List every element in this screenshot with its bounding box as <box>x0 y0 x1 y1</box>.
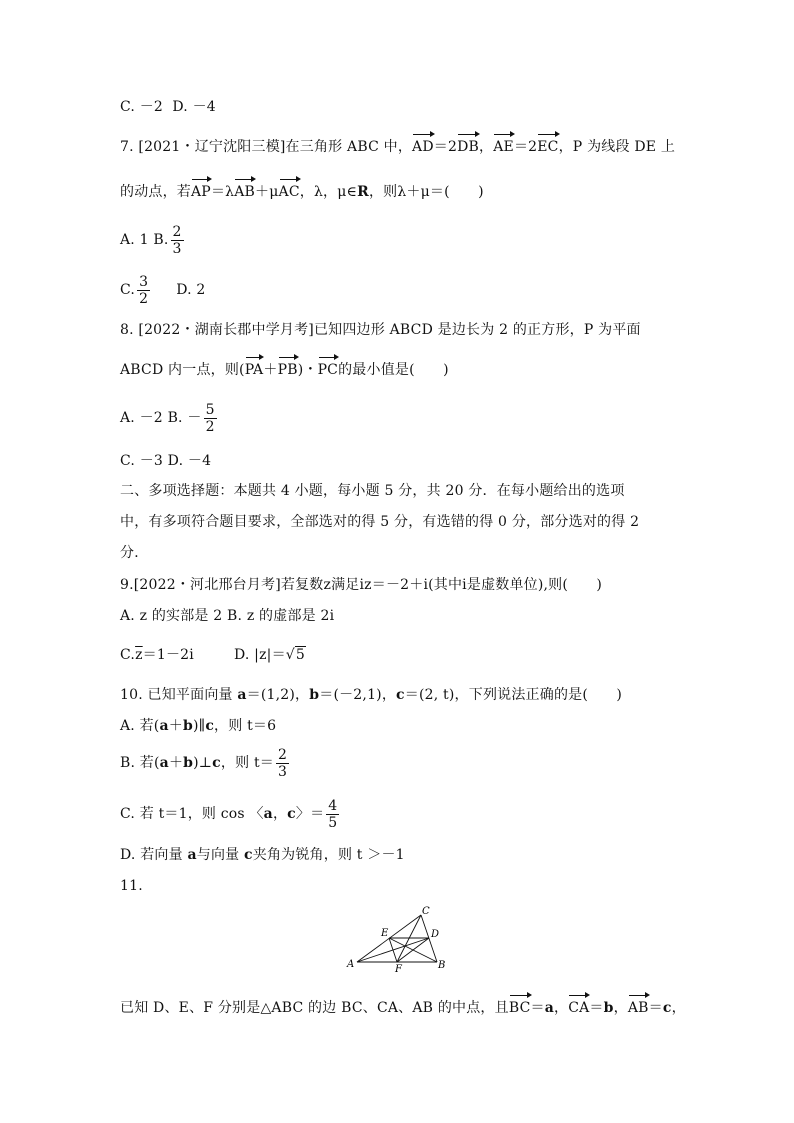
label-c: C <box>422 906 430 917</box>
label-d: D <box>431 929 440 940</box>
fraction-five-halves: $\frac{5}{2}$ <box>205 401 215 435</box>
median-cf <box>397 915 421 962</box>
q6-options <box>120 97 684 117</box>
label-e: E <box>381 928 389 939</box>
q9-options-ab: A. z 的实部是 2 B. z 的虚部是 2i <box>120 608 335 624</box>
vector-ap: AP <box>191 184 211 200</box>
q8-stem-line2: ABCD 内一点，则(PA＋PB)・PC的最小值是( ) <box>120 362 449 378</box>
q8-options-cd: C. －3 D. －4 <box>120 453 212 469</box>
q11-stem: 已知 D、E、F 分别是△ABC 的边 BC、CA、AB 的中点，且BC＝a，CA＝b，AB＝c， <box>120 1000 686 1016</box>
vector-db: DB <box>457 139 480 155</box>
label-a: A <box>347 959 355 970</box>
sqrt-five: √5 <box>285 647 306 663</box>
label-f: F <box>395 964 402 975</box>
q7-stem-line2: 的动点，若AP＝λAB＋μAC，λ，μ∈R，则λ＋μ＝( ) <box>120 184 484 200</box>
q9-options-cd: $C.\overline{z}=1-2i$ D. |z|＝√5 <box>120 647 306 663</box>
q7-options-ab: A. 1 B. $\frac{2}{3}$ <box>120 223 182 257</box>
vector-pc: PC <box>317 362 339 378</box>
q10-option-b: B. 若(a＋b)⊥c，则 t＝ $\frac{2}{3}$ <box>120 746 288 780</box>
q10-stem: 10. 已知平面向量 a＝(1,2)，b＝(－2,1)，c＝(2, t)，下列说法正确的是( ) <box>120 687 623 703</box>
q10-option-d: D. 若向量 a与向量 c夹角为锐角，则 t ＞－1 <box>120 847 405 863</box>
q7-options-cd: C. $\frac{3}{2}$ D. 2 <box>120 273 206 307</box>
vector-ca: CA <box>568 1000 590 1016</box>
q6-option-c: C. －2 <box>120 99 164 115</box>
fraction-four-fifths: $\frac{4}{5}$ <box>328 797 338 831</box>
segment-fd <box>397 938 429 962</box>
vector-bc: BC <box>508 1000 531 1016</box>
vector-pb: PB <box>277 362 298 378</box>
fraction-two-thirds: $\frac{2}{3}$ <box>172 223 182 257</box>
vector-ac: AC <box>278 184 300 200</box>
section2-line1: 二、多项选择题：本题共 4 小题，每小题 5 分，共 20 分．在每小题给出的选项 <box>120 483 625 499</box>
q11-number: 11. <box>120 878 143 894</box>
fraction-three-halves: $\frac{3}{2}$ <box>139 273 149 307</box>
q10-option-a: A. 若(a＋b)∥c，则 t＝6 <box>120 718 277 734</box>
vector-ae: AE <box>493 139 514 155</box>
q8-options-ab: A. －2 B. － $\frac{5}{2}$ <box>120 401 215 435</box>
vector-pa: PA <box>244 362 264 378</box>
vector-ab-q11: AB <box>627 1000 649 1016</box>
q6-option-d: D. －4 <box>172 99 216 115</box>
q9-stem: 9.[2022・河北邢台月考]若复数z满足iz＝－2＋i(其中i是虚数单位),则( ) <box>120 577 603 593</box>
vector-ad: AD <box>412 139 434 155</box>
q7-stem-line1: 7. [2021・辽宁沈阳三模]在三角形 ABC 中，AD＝2DB，AE＝2EC，P 为线段 DE 上 <box>120 139 676 155</box>
z-conjugate: $\overline{z}$ <box>135 647 143 663</box>
vector-ab: AB <box>234 184 256 200</box>
vector-ec: EC <box>537 139 559 155</box>
q10-option-c: C. 若 t＝1，则 cos 〈a，c〉＝ $\frac{4}{5}$ <box>120 797 338 831</box>
triangle-figure <box>345 905 455 975</box>
q8-stem-line1: 8. [2022・湖南长郡中学月考]已知四边形 ABCD 是边长为 2 的正方形，P 为平面 <box>120 322 641 338</box>
label-b: B <box>438 960 446 971</box>
section2-line3: 分． <box>120 545 149 561</box>
section2-line2: 中，有多项符合题目要求，全部选对的得 5 分，有选错的得 0 分，部分选对的得 2 <box>120 514 640 530</box>
fraction-two-thirds: $\frac{2}{3}$ <box>277 746 288 780</box>
